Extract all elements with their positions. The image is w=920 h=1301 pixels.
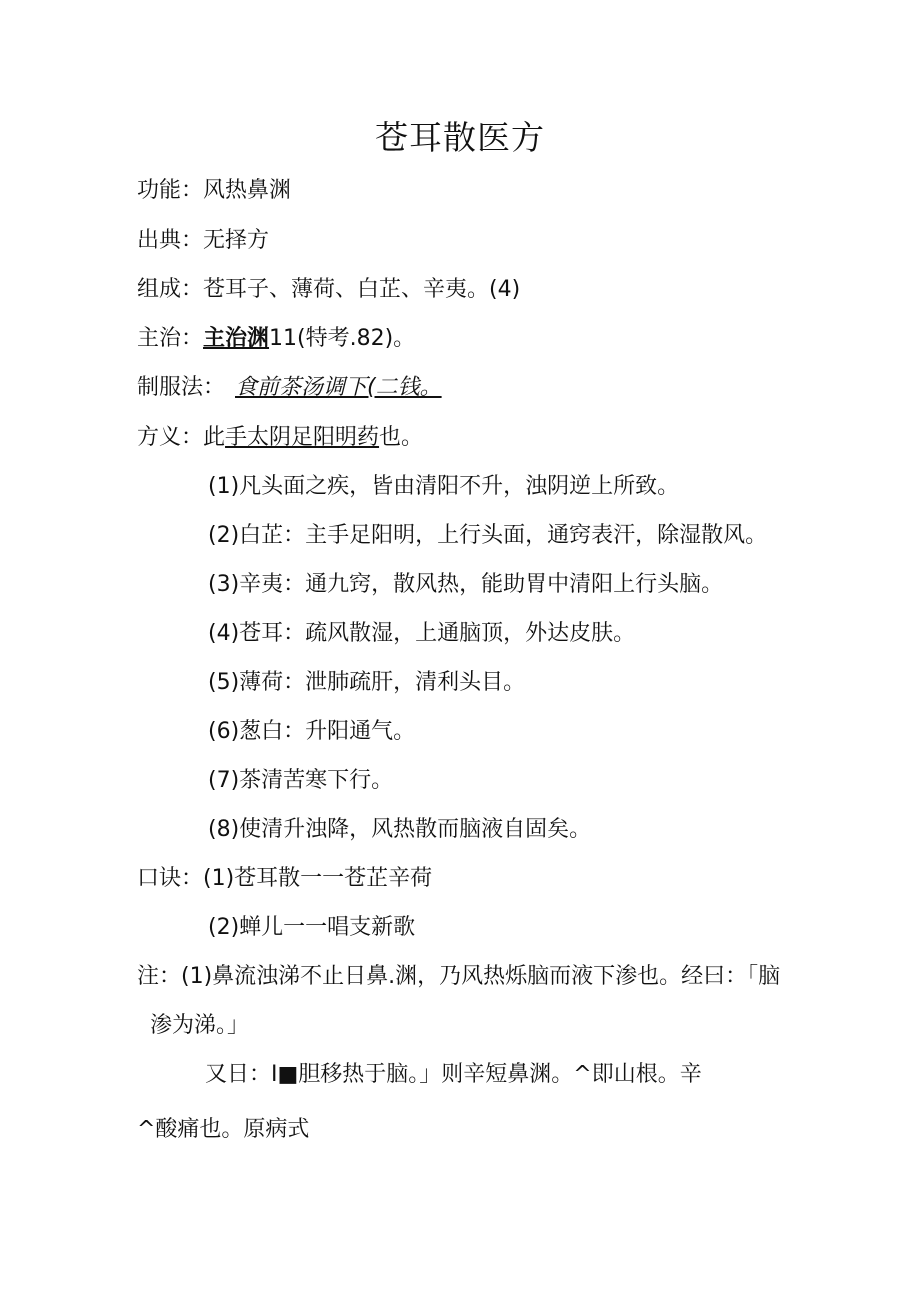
note-line-2: 渗为涕。」 — [150, 1013, 250, 1038]
indication-line — [137, 324, 415, 354]
composition-label: 组成： — [137, 277, 204, 302]
mnemonic-1: (1)苍耳散一一苍芷辛荷 — [203, 866, 433, 891]
meaning-line — [137, 423, 423, 453]
list-item: (3)辛夷：通九窍，散风热，能助胃中清阳上行头脑。 — [208, 572, 724, 597]
meaning-label: 方义： — [137, 425, 204, 450]
function-line — [137, 176, 291, 206]
list-item: (5)薄荷：泄肺疏肝，清利头目。 — [208, 670, 526, 695]
list-item: (1)凡头面之疾，皆由清阳不升，浊阴逆上所致。 — [208, 474, 680, 499]
note-line-4: ^酸痛也。原病式 — [137, 1117, 310, 1142]
mnemonic-line — [137, 864, 432, 894]
indication-bold: 主治渊 — [203, 326, 270, 351]
list-item: (6)葱白：升阳通气。 — [208, 719, 416, 744]
meaning-pre: 此 — [203, 425, 226, 450]
usage-line — [137, 373, 442, 403]
list-item: (7)茶清苦寒下行。 — [208, 768, 394, 793]
usage-label: 制服法： — [137, 375, 226, 400]
source-label: 出典： — [137, 228, 204, 253]
mnemonic-2: (2)蝉儿一一唱支新歌 — [208, 915, 416, 940]
source-value: 无择方 — [203, 228, 270, 253]
composition-line — [137, 275, 520, 305]
note-line-1: 注：(1)鼻流浊涕不止日鼻.渊，乃风热烁脑而液下渗也。经曰：「脑 — [137, 964, 781, 989]
function-label: 功能： — [137, 178, 204, 203]
document-title: 苍耳散医方 — [375, 118, 545, 157]
function-value: 风热鼻渊 — [203, 178, 292, 203]
indication-rest: 11(特考.82)。 — [269, 326, 416, 351]
source-line — [137, 226, 269, 256]
list-item: (4)苍耳：疏风散湿，上通脑顶，外达皮肤。 — [208, 621, 636, 646]
indication-label: 主治： — [137, 326, 204, 351]
list-item: (8)使清升浊降，风热散而脑液自固矣。 — [208, 817, 592, 842]
meaning-post: 也。 — [379, 425, 424, 450]
composition-value: 苍耳子、薄荷、白芷、辛夷。(4) — [203, 277, 521, 302]
note-line-3: 又日：I■胆移热于脑。」则辛短鼻渊。^即山根。辛 — [205, 1062, 702, 1087]
mnemonic-label: 口诀： — [137, 866, 204, 891]
meaning-underlined: 手太阴足阳明药 — [225, 425, 380, 450]
list-item: (2)白芷：主手足阳明，上行头面，通窍表汗，除湿散风。 — [208, 523, 768, 548]
usage-value: 食前茶汤调下(二钱。 — [235, 375, 442, 400]
